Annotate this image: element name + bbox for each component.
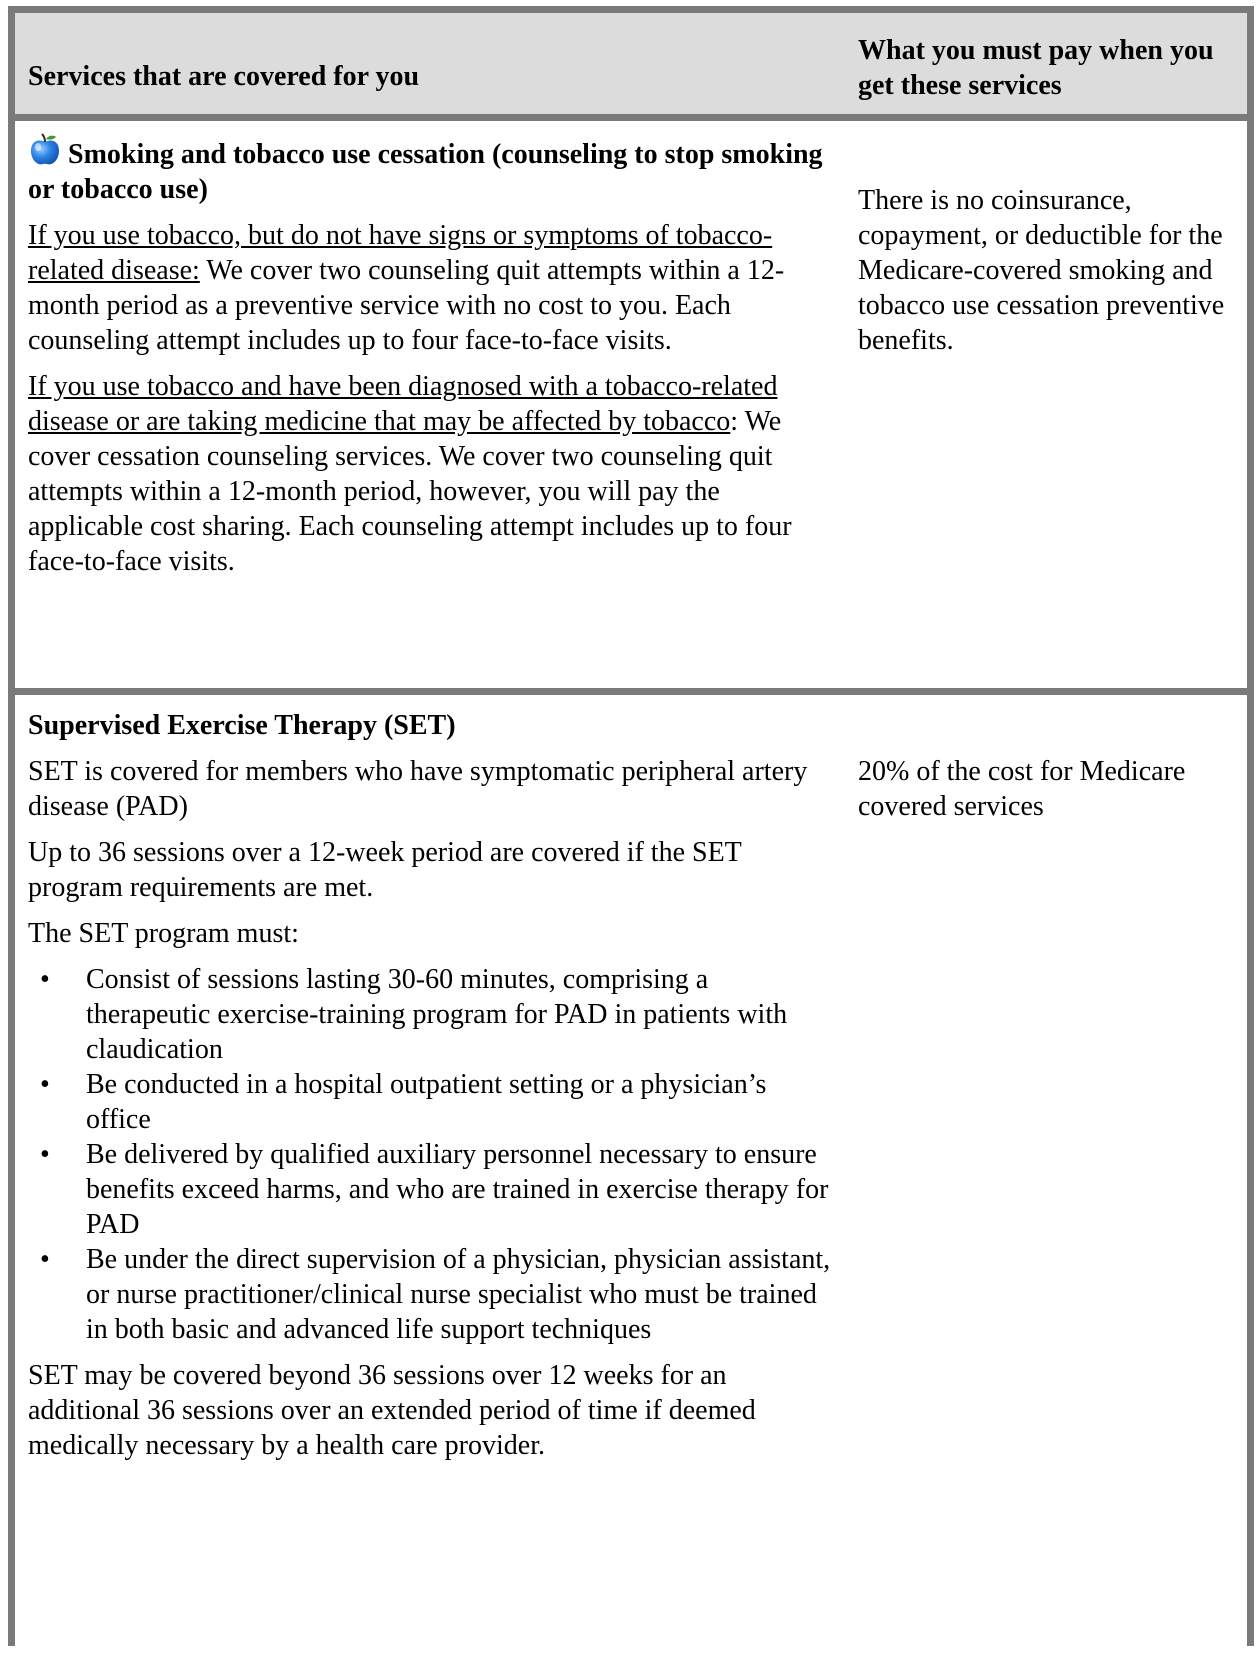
header-what-you-pay: What you must pay when you get these services — [858, 35, 1214, 101]
apple-icon — [28, 133, 62, 167]
table-row-supervised-exercise-therapy — [15, 695, 1247, 1655]
header-services-covered: Services that are covered for you — [28, 61, 420, 92]
set-title: Supervised Exercise Therapy (SET) — [28, 710, 456, 741]
set-requirements-list — [28, 962, 838, 1347]
set-paragraph-1: SET is covered for members who have symptomatic peripheral artery disease (PAD) — [28, 756, 808, 822]
smoking-paragraph-2 — [28, 369, 838, 579]
smoking-p2-condition: If you use tobacco and have been diagnosed with a tobacco-related disease or are taking medicine that may be affected by tobacco — [28, 371, 778, 437]
table-row-smoking-cessation — [15, 121, 1247, 695]
set-paragraph-2: Up to 36 sessions over a 12-week period are covered if the SET program requirements are met. — [28, 837, 742, 903]
list-item: • Consist of sessions lasting 30-60 minutes, comprising a therapeutic exercise-training program for PAD in patients with claudication — [40, 964, 788, 1065]
smoking-cost-cell: There is no coinsurance, copayment, or deductible for the Medicare-covered smoking and tobacco use cessation preventive benefits. — [858, 185, 1225, 356]
set-paragraph-4: SET may be covered beyond 36 sessions over 12 weeks for an additional 36 sessions over an extended period of time if deemed medically necessary by a health care provider. — [28, 1360, 756, 1461]
set-paragraph-3: The SET program must: — [28, 918, 299, 949]
table-header — [15, 13, 1247, 121]
service-title-row — [28, 133, 838, 207]
benefits-table — [8, 6, 1254, 1646]
smoking-p2-text: : We cover cessation counseling services. We cover two counseling quit attempts within a 12-month period, however, you will pay the applicable cost sharing. Each counseling attempt includes up to four face-to-face visits. — [28, 406, 792, 577]
services-cell — [28, 133, 838, 579]
smoking-paragraph-1 — [28, 218, 838, 358]
smoking-p1-condition: If you use tobacco, but do not have signs or symptoms of tobacco-related disease: — [28, 220, 773, 286]
services-cell — [28, 708, 838, 1463]
list-item: • Be conducted in a hospital outpatient setting or a physician’s office — [40, 1069, 767, 1135]
smoking-p1-text: We cover two counseling quit attempts within a 12-month period as a preventive service with no cost to you. Each counseling attempt includes up to four face-to-face visits. — [28, 255, 785, 356]
smoking-title: Smoking and tobacco use cessation (counseling to stop smoking or tobacco use) — [28, 139, 823, 205]
list-item: • Be under the direct supervision of a physician, physician assistant, or nurse practitioner/clinical nurse specialist who must be trained in both basic and advanced life support techniques — [40, 1244, 831, 1345]
set-cost-cell: 20% of the cost for Medicare covered services — [858, 756, 1186, 822]
list-item: • Be delivered by qualified auxiliary personnel necessary to ensure benefits exceed harms, and who are trained in exercise therapy for PAD — [40, 1139, 829, 1240]
